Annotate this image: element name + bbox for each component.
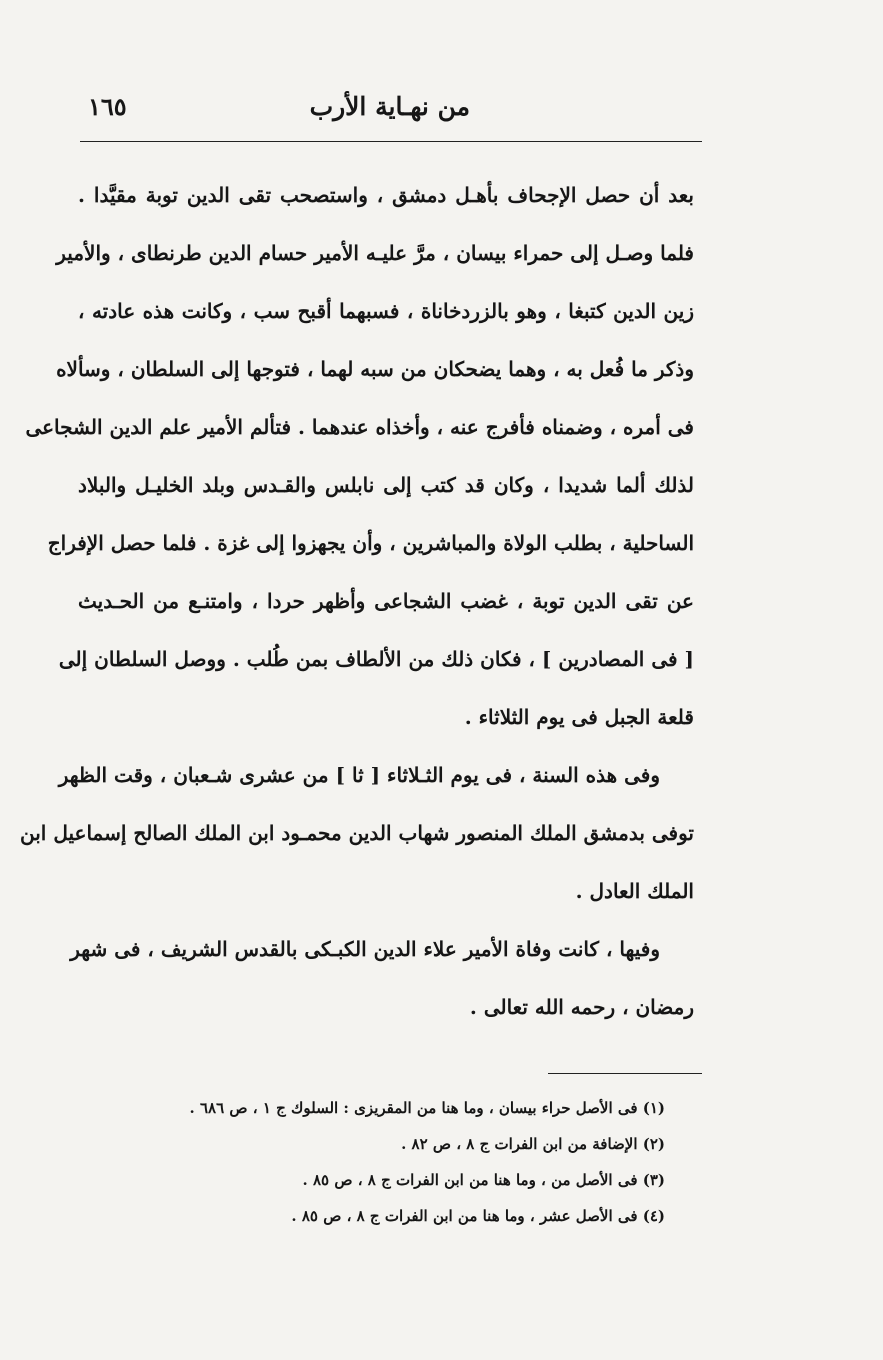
footnote-rule <box>548 1073 702 1074</box>
text-line: وفيها ، كانت وفاة الأمير علاء الدين الكبـكى بالقدس الشريف ، فى شهر <box>70 937 660 961</box>
text-line: وفى هذه السنة ، فى يوم الثـلاثاء [ ثا ] من عشرى شـعبان ، وقت الظهر <box>58 763 660 787</box>
text-line: رمضان ، رحمه الله تعالى . <box>469 995 694 1019</box>
footnote: (١) فى الأصل حراء بيسان ، وما هنا من المقريزى : السلوك ج ١ ، ص ٦٨٦ . <box>189 1099 665 1117</box>
text-line: عن تقى الدين توبة ، غضب الشجاعى وأظهر حردا ، وامتنـع من الحـديث <box>78 589 694 613</box>
text-line: الملك العادل . <box>575 879 694 903</box>
text-line: وذكر ما فُعل به ، وهما يضحكان من سبه لهما ، فتوجها إلى السلطان ، وسألاه <box>56 357 694 381</box>
text-line: توفى بدمشق الملك المنصور شهاب الدين محمـود ابن الملك الصالح إسماعيل ابن <box>20 821 694 845</box>
text-line: الساحلية ، بطلب الولاة والمباشرين ، وأن يجهزوا إلى غزة . فلما حصل الإفراج <box>47 531 694 555</box>
text-line: لذلك ألما شديدا ، وكان قد كتب إلى نابلس والقـدس وبلد الخليـل والبلاد <box>78 473 694 497</box>
header-rule <box>80 141 702 142</box>
footnote: (٤) فى الأصل عشر ، وما هنا من ابن الفرات ج ٨ ، ص ٨٥ . <box>291 1207 665 1225</box>
text-line: زين الدين كتبغا ، وهو بالزردخاناة ، فسبهما أقبح سب ، وكانت هذه عادته ، <box>78 299 694 323</box>
footnote: (٣) فى الأصل من ، وما هنا من ابن الفرات ج ٨ ، ص ٨٥ . <box>302 1171 665 1189</box>
text-line: بعد أن حصل الإجحاف بأهـل دمشق ، واستصحب تقى الدين توبة مقيَّدا . <box>78 183 694 207</box>
text-line: فى أمره ، وضمناه فأفرج عنه ، وأخذاه عندهما . فتألم الأمير علم الدين الشجاعى <box>25 415 694 439</box>
text-line: قلعة الجبل فى يوم الثلاثاء . <box>464 705 694 729</box>
text-line: فلما وصـل إلى حمراء بيسان ، مرَّ عليـه الأمير حسام الدين طرنطاى ، والأمير <box>56 241 694 265</box>
page-number: ١٦٥ <box>88 92 127 121</box>
footnotes <box>140 1090 665 1234</box>
running-header <box>80 82 702 134</box>
text-line: [ فى المصادرين ] ، فكان ذلك من الألطاف بمن طُلب . ووصل السلطان إلى <box>58 647 694 671</box>
footnote: (٢) الإضافة من ابن الفرات ج ٨ ، ص ٨٢ . <box>401 1135 665 1153</box>
running-title: من نهـاية الأرب <box>309 92 470 121</box>
main-text <box>20 166 694 1036</box>
